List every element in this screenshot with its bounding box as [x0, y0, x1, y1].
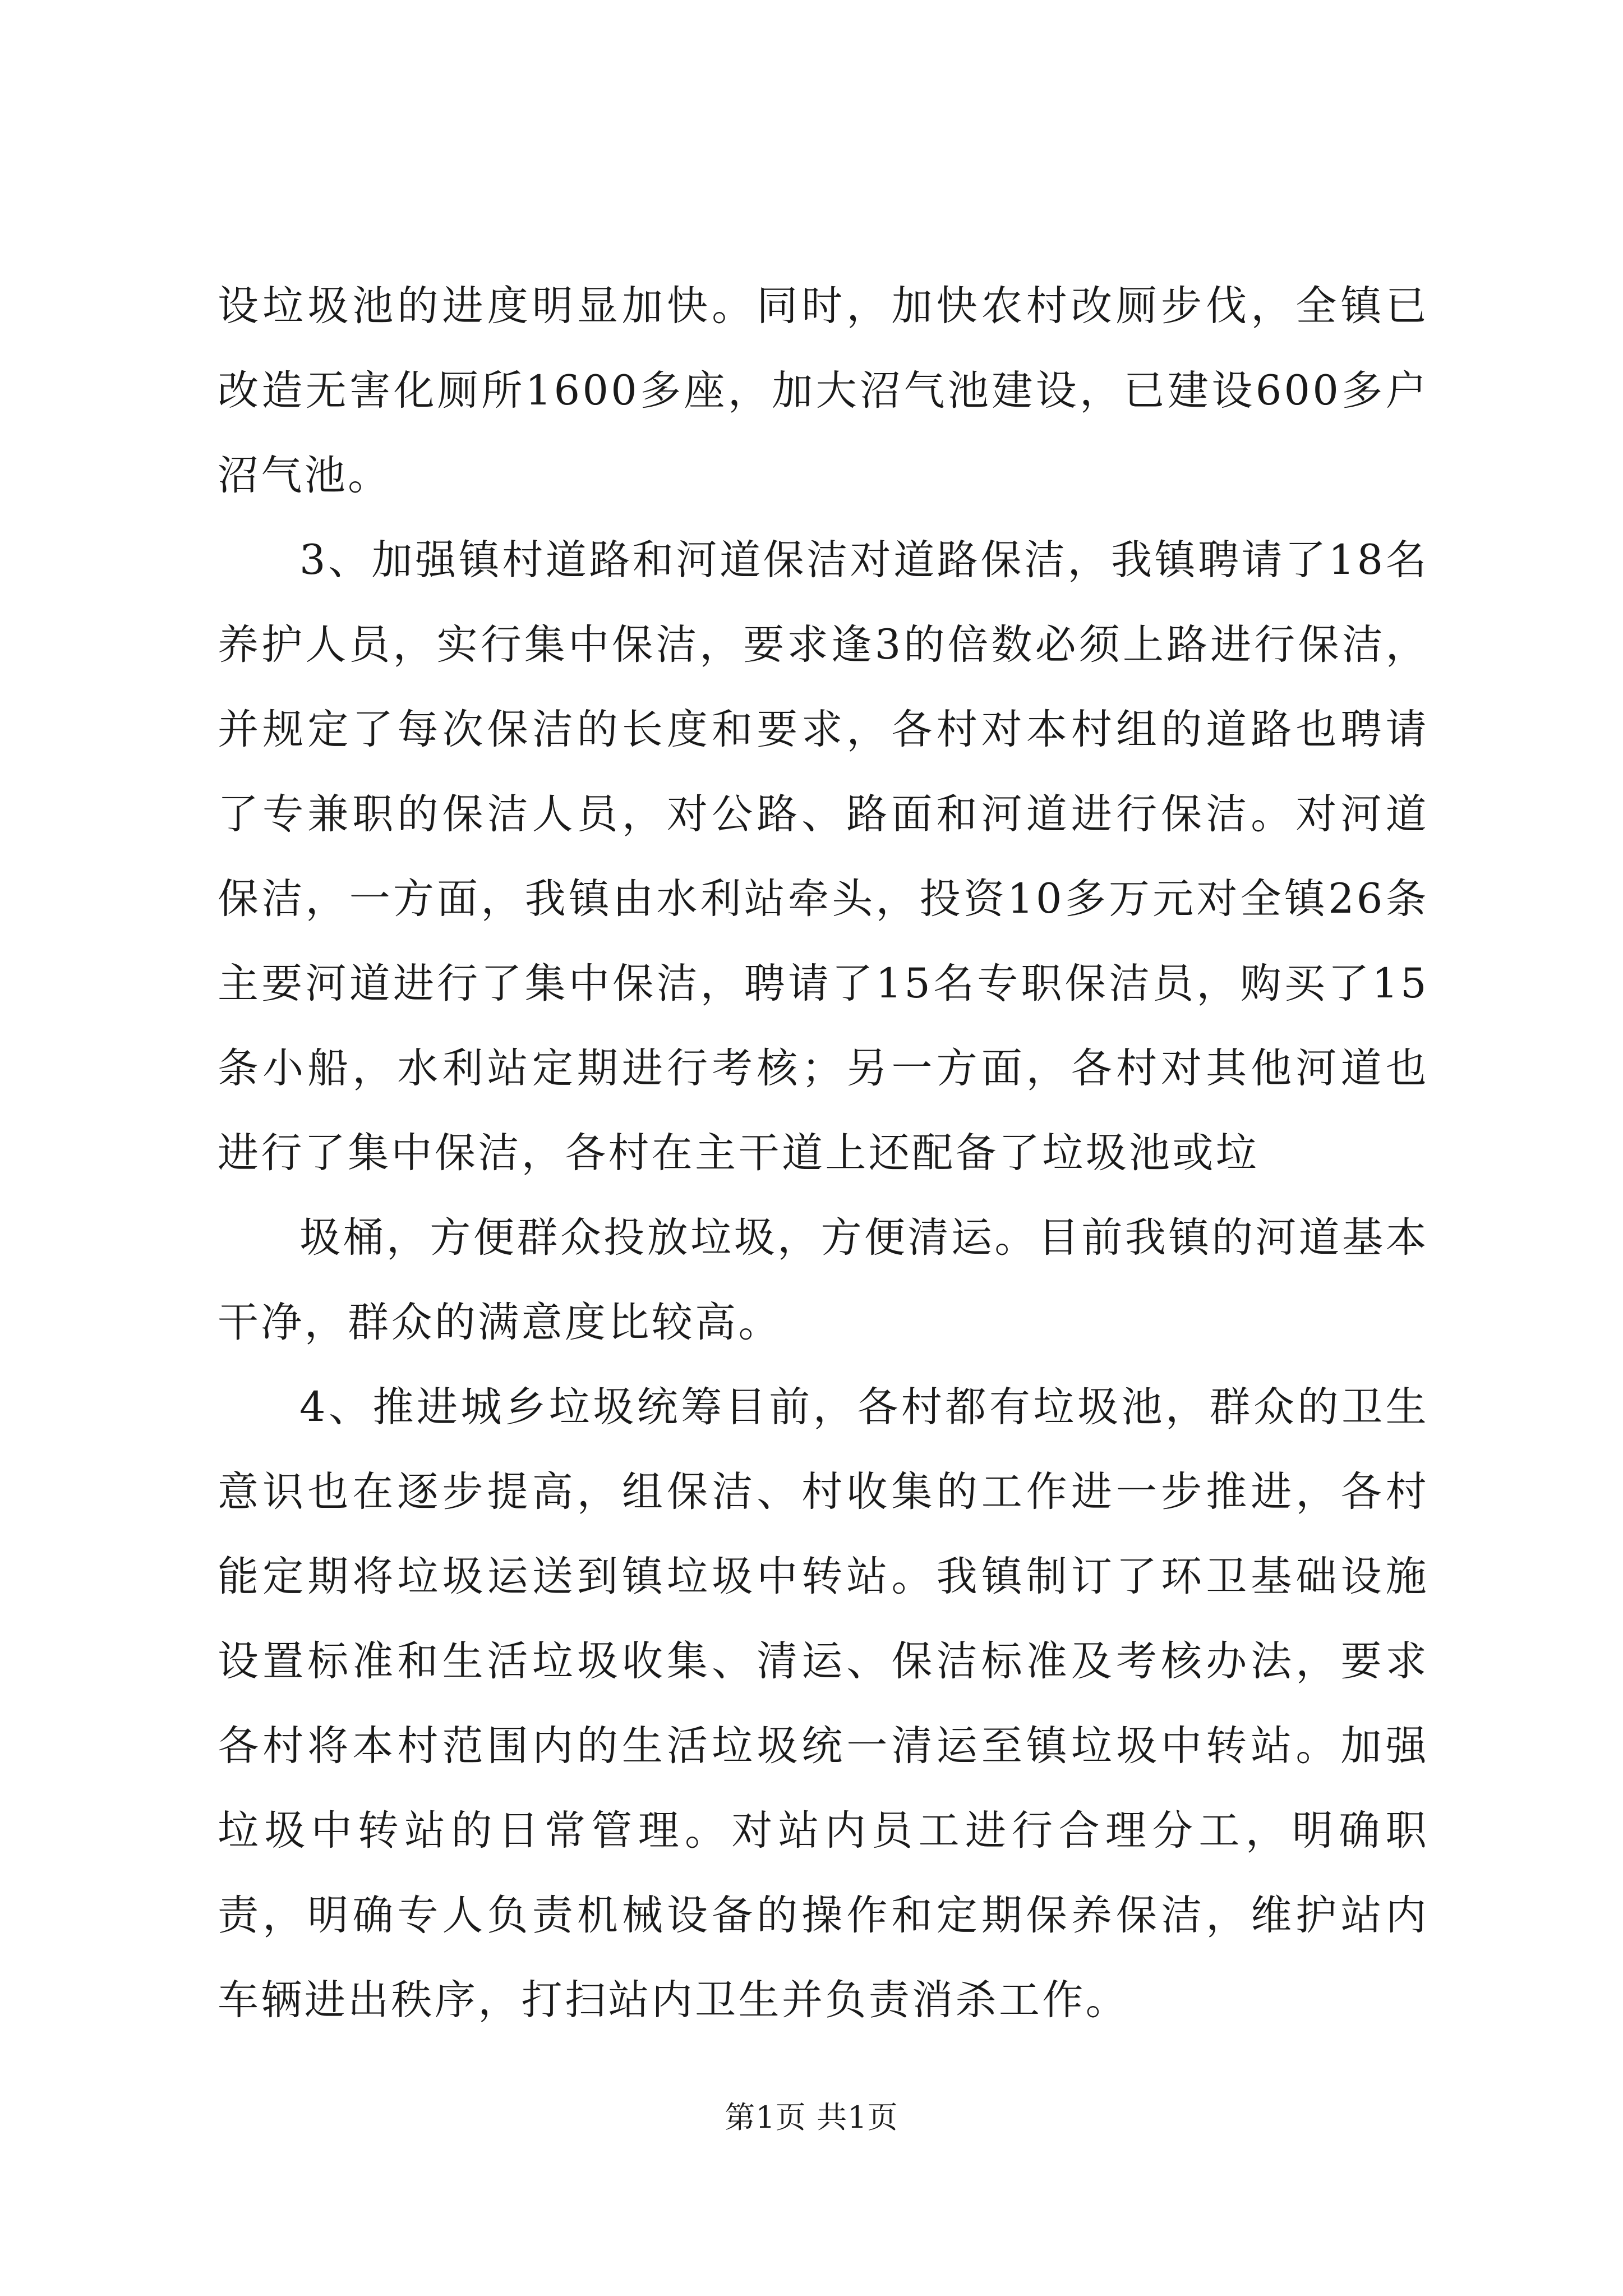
paragraph-road-river-cleaning: 3、加强镇村道路和河道保洁对道路保洁，我镇聘请了18名养护人员，实行集中保洁，要求逢3的倍数必须上路进行保洁，并规定了每次保洁的长度和要求，各村对本村组的道路也聘请了专兼职的保洁人员，对公路、路面和河道进行保洁。对河道保洁，一方面，我镇由水利站牵头，投资10多万元对全镇26条主要河道进行了集中保洁，聘请了15名专职保洁员，购买了15条小船，水利站定期进行考核；另一方面，各村对其他河道也进行了集中保洁，各村在主干道上还配备了垃圾池或垃 [218, 536, 1429, 1177]
page-number-footer: 第1页 共1页 [725, 2100, 898, 2135]
document-body [218, 264, 1429, 2042]
paragraph-waste-management: 4、推进城乡垃圾统筹目前，各村都有垃圾池，群众的卫生意识也在逐步提高，组保洁、村收集的工作进一步推进，各村能定期将垃圾运送到镇垃圾中转站。我镇制订了环卫基础设施设置标准和生活垃圾收集、清运、保洁标准及考核办法，要求各村将本村范围内的生活垃圾统一清运至镇垃圾中转站。加强垃圾中转站的日常管理。对站内员工进行合理分工，明确职责，明确专人负责机械设备的操作和定期保养保洁，维护站内车辆进出秩序，打扫站内卫生并负责消杀工作。 [218, 1383, 1429, 2024]
paragraph-sanitation-progress: 设垃圾池的进度明显加快。同时，加快农村改厕步伐，全镇已改造无害化厕所1600多座，加大沼气池建设，已建设600多户沼气池。 [218, 282, 1429, 499]
paragraph-river-cleanliness: 圾桶，方便群众投放垃圾，方便清运。目前我镇的河道基本干净，群众的满意度比较高。 [218, 1214, 1429, 1346]
